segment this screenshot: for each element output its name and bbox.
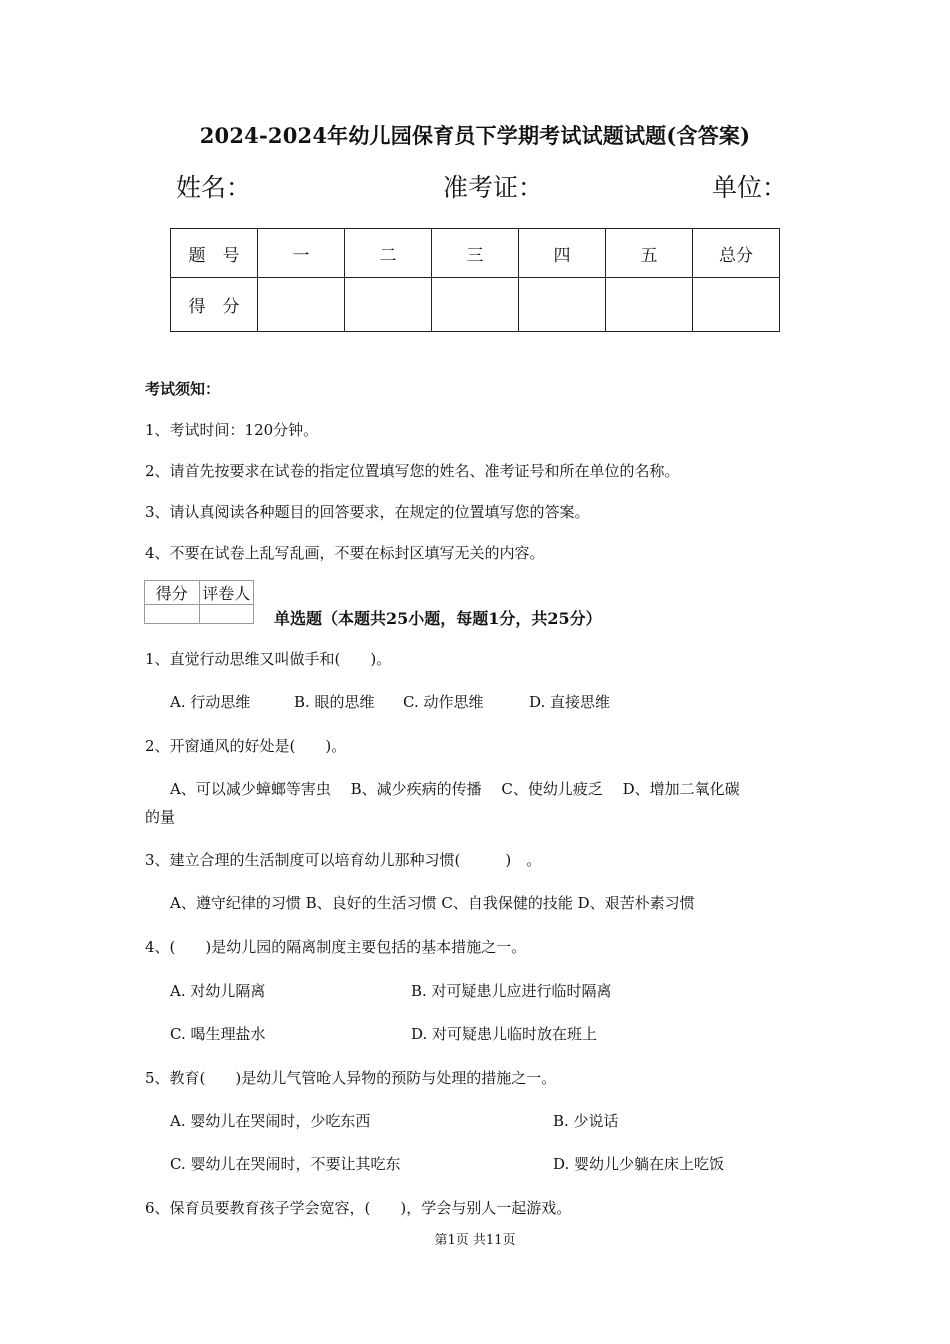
score-table-header-cell: 三 <box>432 229 519 278</box>
page-footer: 第1页 共11页 <box>434 1233 516 1248</box>
score-row-label: 得 分 <box>171 278 258 332</box>
score-cell[interactable] <box>519 278 606 332</box>
question-option: D. 婴幼儿少躺在床上吃饭 <box>553 1155 725 1173</box>
score-table-header-cell: 题 号 <box>171 229 258 278</box>
grader-box <box>144 580 254 624</box>
exam-number-field-label: 准考证： <box>443 173 544 202</box>
name-field-label: 姓名： <box>176 173 252 202</box>
question-options-line: A、遵守纪律的习惯 B、良好的生活习惯 C、自我保健的技能 D、艰苦朴素习惯 <box>170 894 695 912</box>
question-option: B. 少说话 <box>553 1112 619 1130</box>
notice-item: 4、不要在试卷上乱写乱画，不要在标封区填写无关的内容。 <box>145 544 545 562</box>
question-stem: 3、建立合理的生活制度可以培育幼儿那种习惯( ) 。 <box>145 851 542 869</box>
notice-heading: 考试须知： <box>145 380 221 398</box>
question-stem: 6、保育员要教育孩子学会宽容，( )，学会与别人一起游戏。 <box>145 1199 572 1217</box>
score-table <box>170 228 780 332</box>
notice-item: 3、请认真阅读各种题目的回答要求，在规定的位置填写您的答案。 <box>145 503 590 521</box>
question-stem: 5、教育( )是幼儿气管呛人异物的预防与处理的措施之一。 <box>145 1069 557 1087</box>
question-options-continuation: 的量 <box>145 808 176 826</box>
score-cell[interactable] <box>345 278 432 332</box>
question-option: A. 对幼儿隔离 <box>170 982 266 1000</box>
question-stem: 2、开窗通风的好处是( )。 <box>145 737 347 755</box>
question-options-line: A、可以减少蟑螂等害虫 B、减少疾病的传播 C、使幼儿疲乏 D、增加二氧化碳 <box>170 780 740 798</box>
question-option: D. 直接思维 <box>529 693 611 711</box>
score-table-header-cell: 一 <box>258 229 345 278</box>
question-option: C. 婴幼儿在哭闹时，不要让其吃东 <box>170 1155 401 1173</box>
document-title: 2024-2024年幼儿园保育员下学期考试试题试题(含答案) <box>199 123 751 148</box>
question-option: C. 喝生理盐水 <box>170 1025 266 1043</box>
score-table-header-cell: 四 <box>519 229 606 278</box>
notice-item: 1、考试时间：120分钟。 <box>145 421 319 439</box>
grader-box-grader-label: 评卷人 <box>199 581 254 605</box>
score-table-header-cell: 总分 <box>693 229 780 278</box>
question-stem: 1、直觉行动思维又叫做手和( )。 <box>145 650 392 668</box>
score-table-score-row <box>171 278 780 332</box>
unit-field-label: 单位： <box>712 173 788 202</box>
score-cell[interactable] <box>693 278 780 332</box>
score-table-header-row <box>171 229 780 278</box>
score-table-header-cell: 五 <box>606 229 693 278</box>
section-title: 单选题（本题共25小题，每题1分，共25分） <box>274 609 602 628</box>
grader-box-grader-cell[interactable] <box>199 605 254 624</box>
question-option: B. 对可疑患儿应进行临时隔离 <box>411 982 612 1000</box>
notice-item: 2、请首先按要求在试卷的指定位置填写您的姓名、准考证号和所在单位的名称。 <box>145 462 680 480</box>
score-table-header-cell: 二 <box>345 229 432 278</box>
question-option: B. 眼的思维 <box>294 693 375 711</box>
question-option: A. 行动思维 <box>170 693 251 711</box>
score-cell[interactable] <box>258 278 345 332</box>
grader-box-score-label: 得分 <box>145 581 200 605</box>
question-stem: 4、( )是幼儿园的隔离制度主要包括的基本措施之一。 <box>145 938 527 956</box>
question-option: A. 婴幼儿在哭闹时，少吃东西 <box>170 1112 371 1130</box>
question-option: D. 对可疑患儿临时放在班上 <box>411 1025 598 1043</box>
question-option: C. 动作思维 <box>403 693 484 711</box>
grader-box-score-cell[interactable] <box>145 605 200 624</box>
score-cell[interactable] <box>606 278 693 332</box>
score-cell[interactable] <box>432 278 519 332</box>
